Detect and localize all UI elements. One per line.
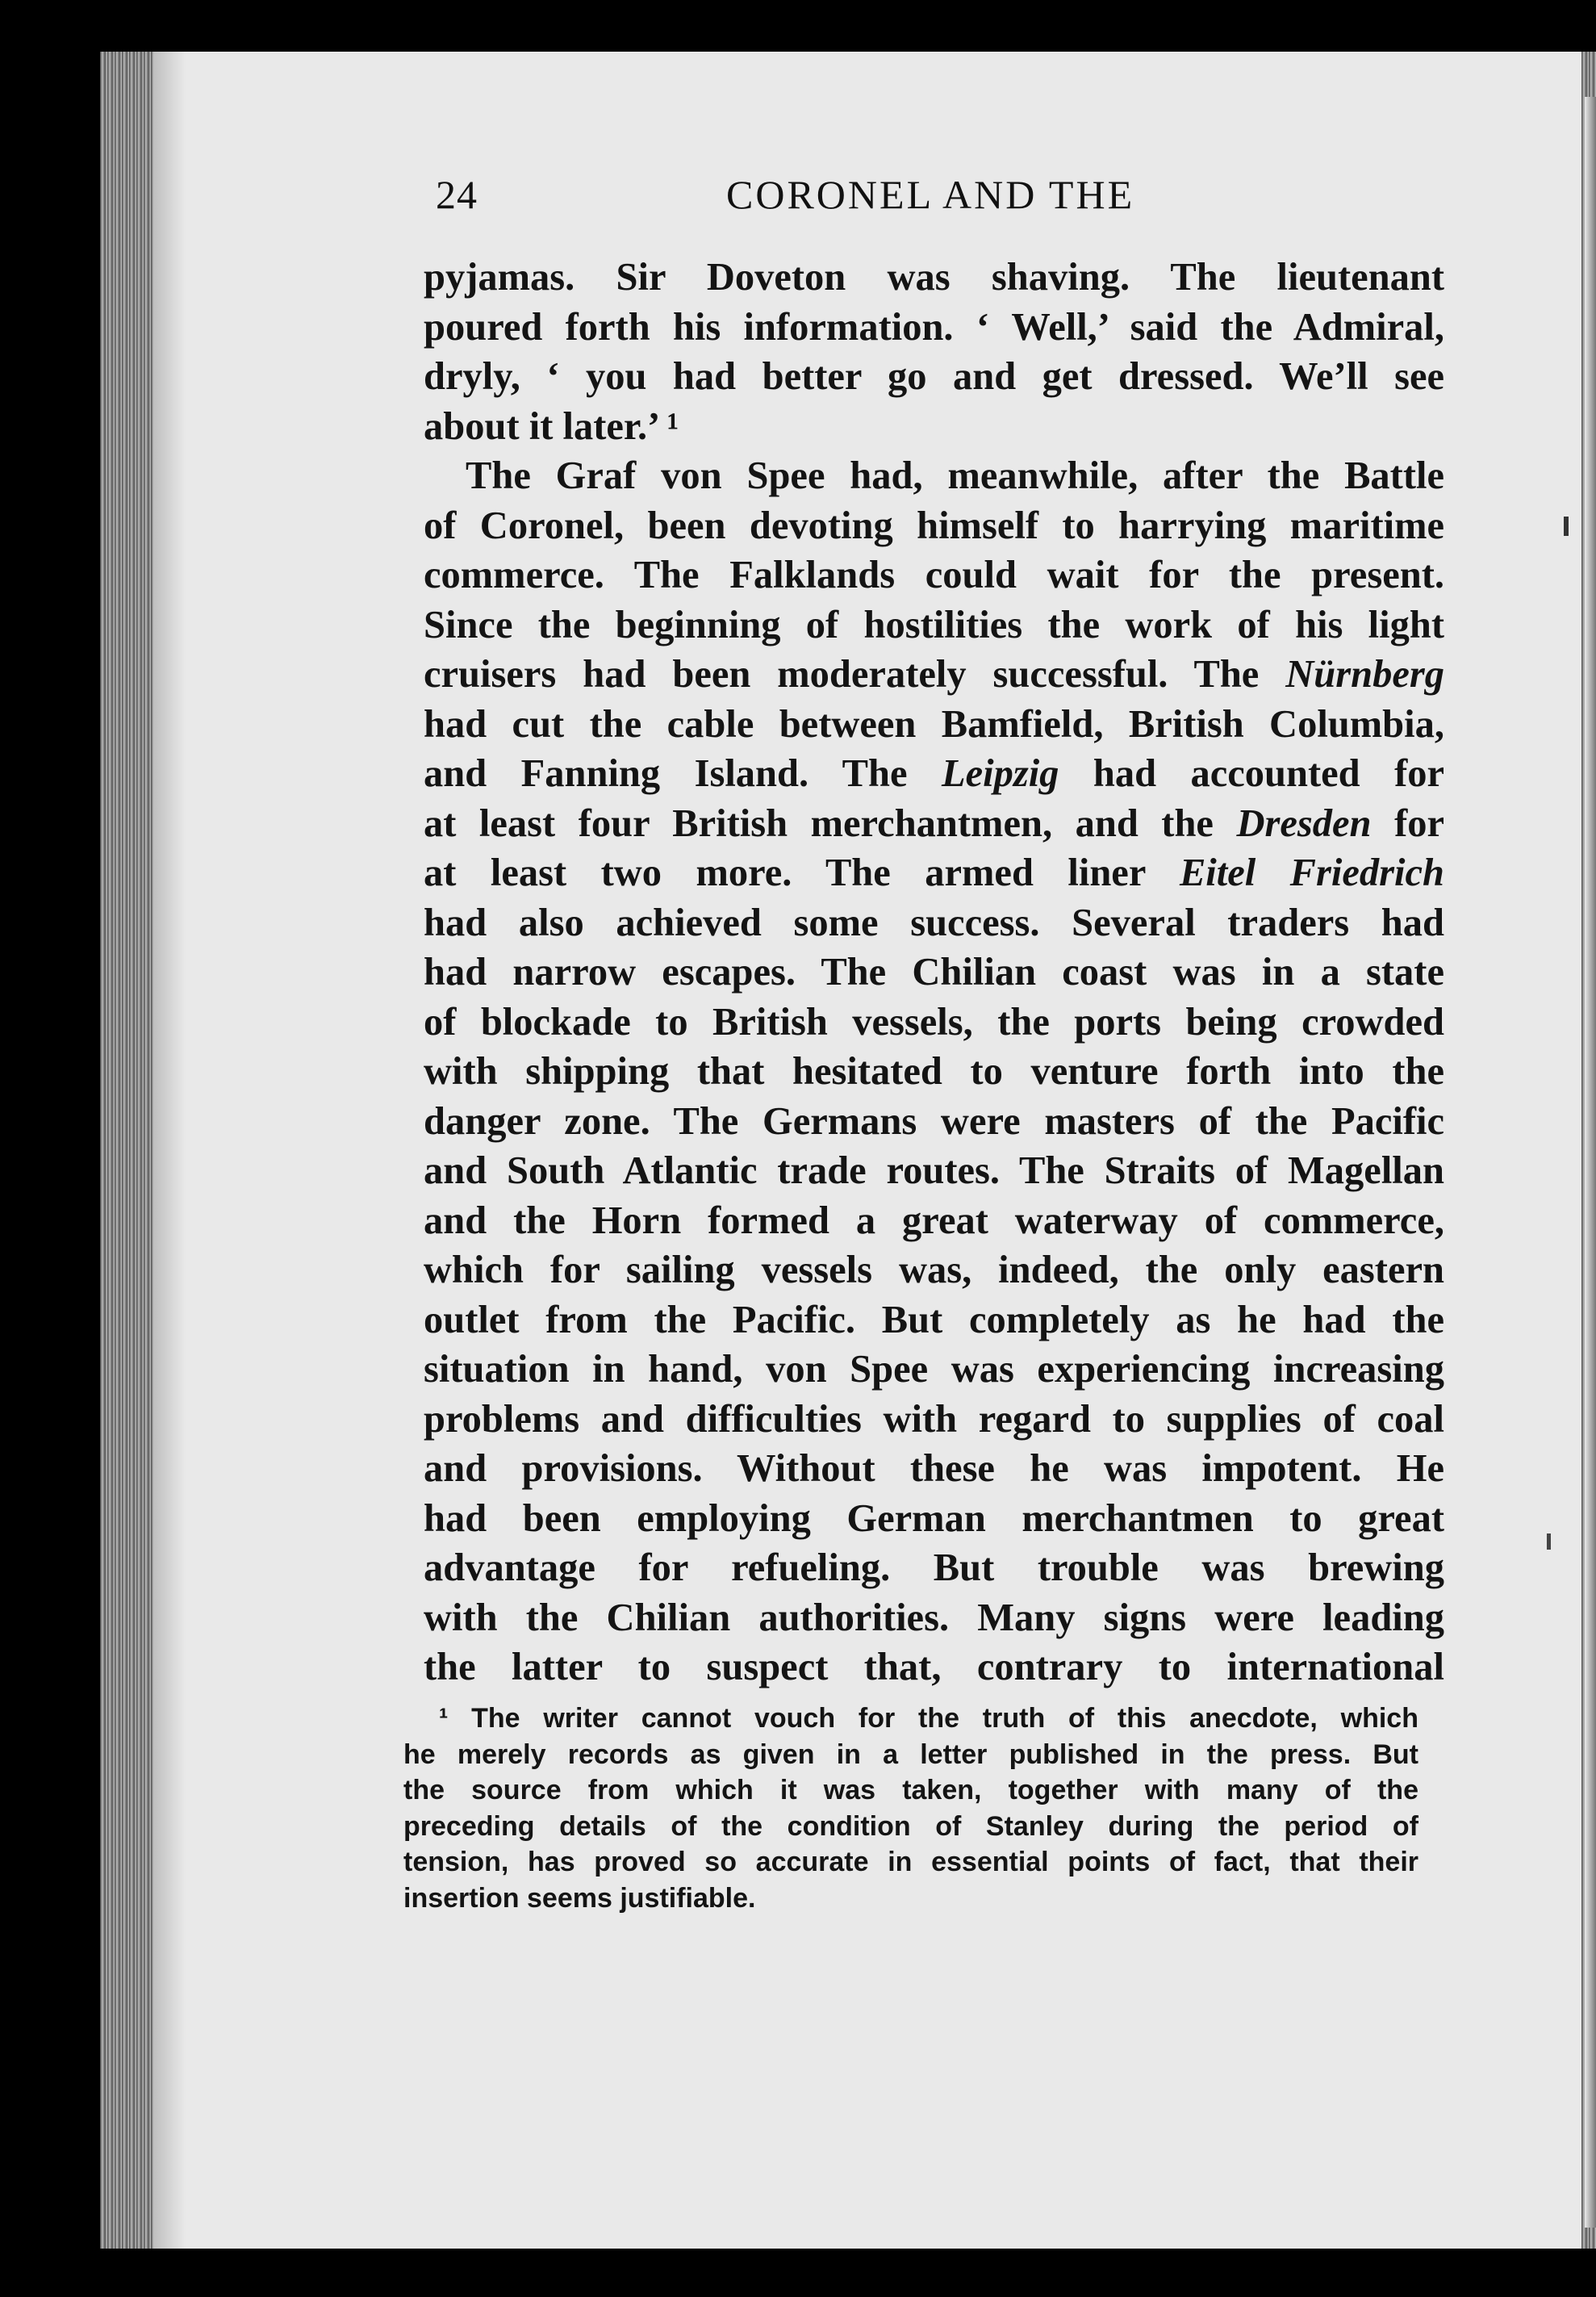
text-line: had been employing German merchantmen to great [424,1496,1444,1540]
text-line: the latter to suspect that, contrary to international [424,1646,1444,1688]
text-line: dryly, ‘ you had better go and get dressed. We’ll see [424,355,1444,398]
page-number: 24 [436,172,478,217]
running-head: CORONEL AND THE [726,172,1135,217]
text-line: danger zone. The Germans were masters of the Pacific [424,1099,1444,1143]
text-line: with the Chilian authorities. Many signs were leading [424,1596,1444,1639]
text-line: advantage for refueling. But trouble was brewing [424,1546,1444,1589]
text-line: outlet from the Pacific. But completely as he had the [424,1298,1444,1341]
text-line: pyjamas. Sir Doveton was shaving. The lieutenant [424,256,1444,299]
text-line: had cut the cable between Bamfield, British Columbia, [424,702,1444,746]
footnote-line: the source from which it was taken, together with many of the [403,1775,1418,1805]
text-line: with shipping that hesitated to venture forth into the [424,1050,1444,1093]
footnote-line: insertion seems justifiable. [403,1882,756,1914]
text-line: of blockade to British vessels, the ports being crowded [424,1000,1444,1044]
footnote-line: tension, has proved so accurate in essential points of fact, that their [403,1847,1418,1877]
text-line: The Graf von Spee had, meanwhile, after the Battle [466,454,1444,497]
text-line: situation in hand, von Spee was experiencing increasing [424,1348,1444,1391]
body-text [424,253,1444,1692]
footnote-line: ¹ The writer cannot vouch for the truth of this anecdote, which [439,1703,1418,1734]
text-line: commerce. The Falklands could wait for the present. [424,554,1444,596]
text-line: poured forth his information. ‘ Well,’ said the Admiral, [424,305,1444,349]
text-line: Since the beginning of hostilities the work of his light [424,603,1444,646]
text-line: and South Atlantic trade routes. The Straits of Magellan [424,1149,1444,1192]
text-line: and Fanning Island. The Leipzig had accounted for [424,752,1444,795]
text-line: cruisers had been moderately successful. The Nürnberg [424,653,1444,696]
text-line: had narrow escapes. The Chilian coast was in a state [424,951,1444,994]
text-line: about it later.’ ¹ [424,404,679,448]
text-line: and provisions. Without these he was impotent. He [424,1447,1444,1490]
text-line: at least four British merchantmen, and the Dresden for [424,801,1444,845]
text-line: which for sailing vessels was, indeed, the only eastern [424,1249,1444,1291]
scan-speck [1547,1533,1551,1550]
text-line: had also achieved some success. Several traders had [424,901,1444,944]
text-line: at least two more. The armed liner Eitel Friedrich [424,851,1445,894]
text-line: problems and difficulties with regard to supplies of coal [424,1397,1444,1441]
text-line: of Coronel, been devoting himself to harrying maritime [424,504,1444,547]
footnote-line: he merely records as given in a letter published in the press. But [403,1738,1418,1770]
scan-speck [1564,517,1569,536]
gutter-shadow [153,52,186,2249]
page-header [436,171,1485,228]
footnote-line: preceding details of the condition of Stanley during the period of [403,1810,1418,1842]
page-right-edge [1585,97,1596,2228]
footnote [403,1701,1418,1916]
text-line: and the Horn formed a great waterway of commerce, [424,1199,1444,1242]
